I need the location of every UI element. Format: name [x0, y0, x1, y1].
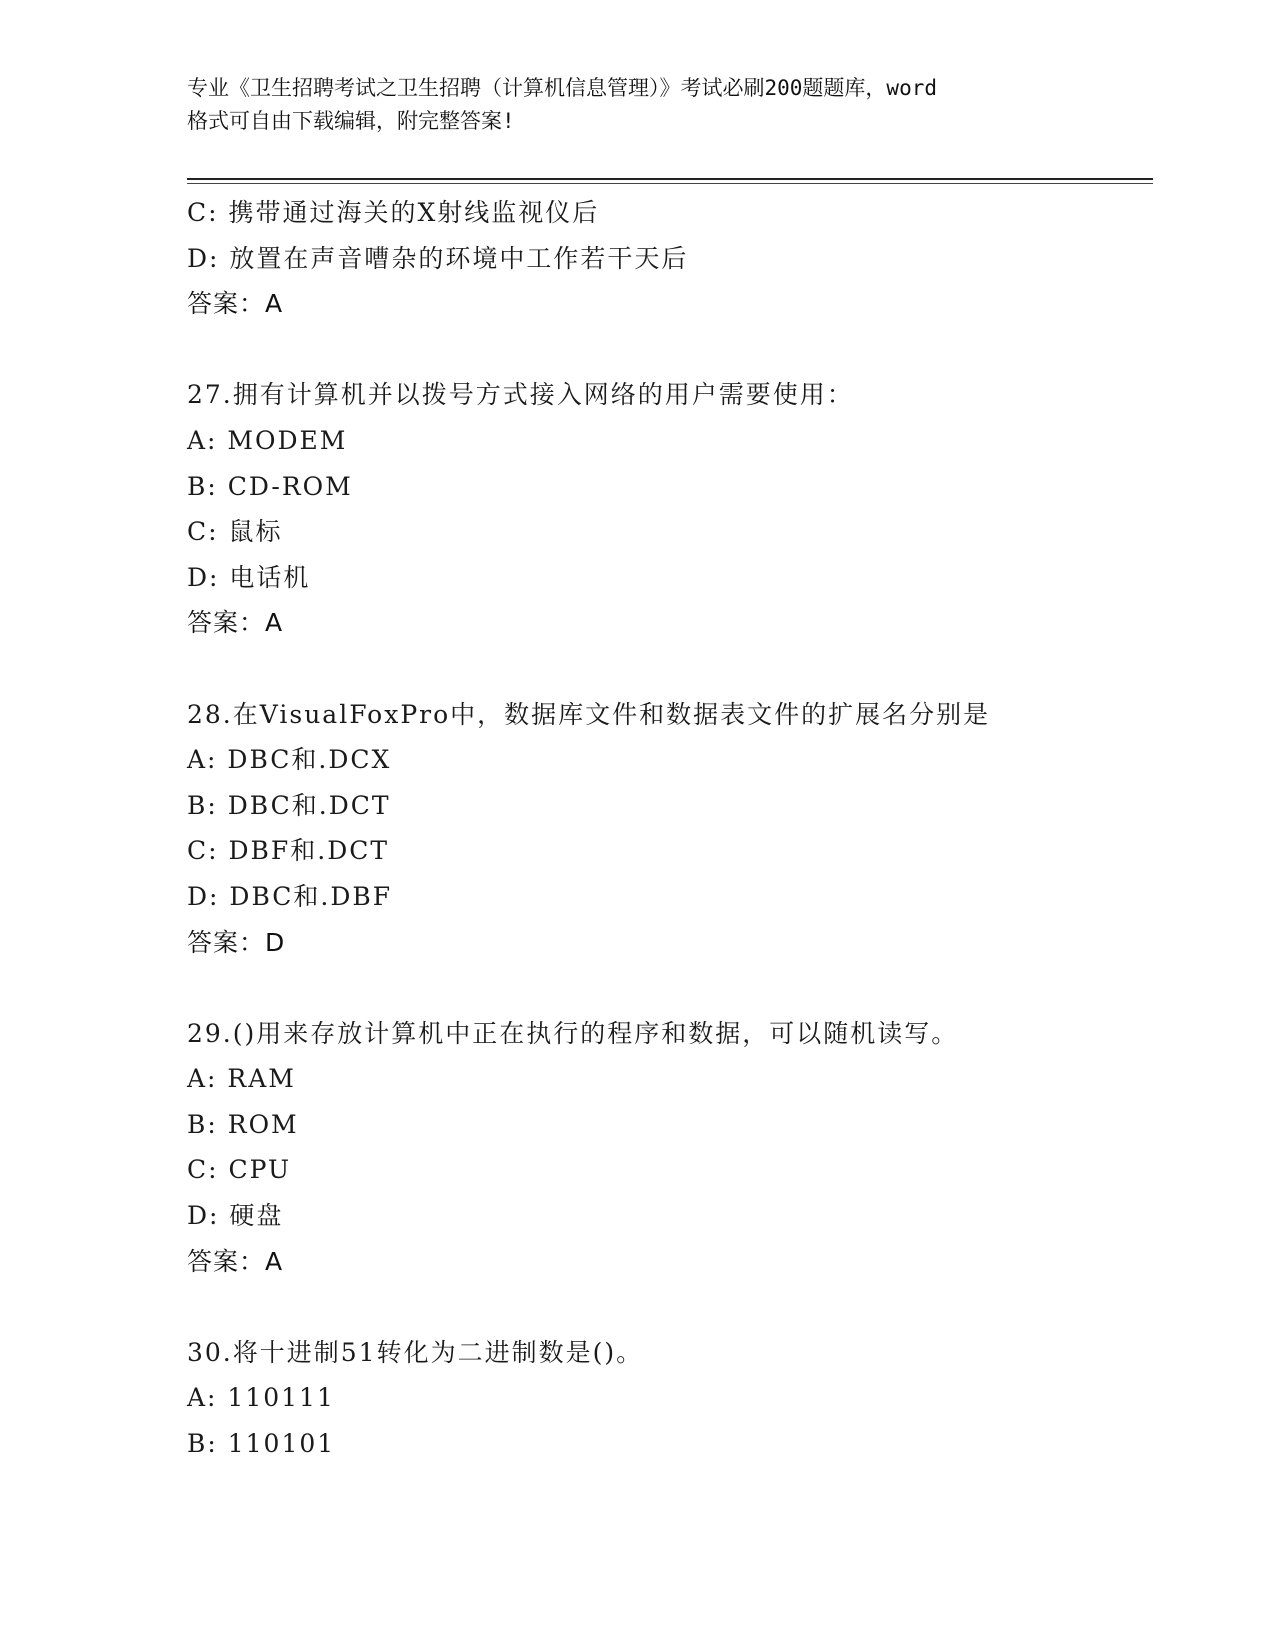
header-title-line-2: 格式可自由下载编辑，附完整答案! [187, 109, 515, 133]
spacer [187, 1284, 1147, 1330]
option-c: C: 鼠标 [187, 517, 283, 547]
question-29 [187, 1011, 1147, 1285]
answer-line: 答案：D [187, 927, 286, 957]
header-divider-thin [187, 183, 1153, 184]
option-d: D: 放置在声音嘈杂的环境中工作若干天后 [187, 243, 689, 273]
spacer [187, 646, 1147, 692]
option-a: A: DBC和.DCX [187, 745, 392, 775]
spacer [187, 327, 1147, 373]
question-30 [187, 1330, 1147, 1467]
question-fragment [187, 190, 1147, 327]
question-28 [187, 692, 1147, 966]
option-b: B: CD-ROM [187, 471, 353, 501]
question-list [187, 190, 1147, 1467]
option-d: D: DBC和.DBF [187, 881, 393, 911]
option-b: B: 110101 [187, 1429, 336, 1459]
answer-line: 答案：A [187, 289, 284, 319]
header-title-line-1: 专业《卫生招聘考试之卫生招聘（计算机信息管理）》考试必刷200题题库，word [187, 76, 937, 100]
question-text: 29.()用来存放计算机中正在执行的程序和数据，可以随机读写。 [187, 1018, 959, 1048]
option-a: A: 110111 [187, 1383, 335, 1413]
document-header [187, 72, 1087, 138]
header-divider-thick [187, 178, 1153, 180]
option-b: B: DBC和.DCT [187, 790, 391, 820]
question-27 [187, 372, 1147, 646]
question-text: 30.将十进制51转化为二进制数是()。 [187, 1337, 644, 1367]
option-d: D: 电话机 [187, 562, 311, 592]
option-a: A: MODEM [187, 425, 348, 455]
answer-line: 答案：A [187, 1246, 284, 1276]
option-b: B: ROM [187, 1109, 299, 1139]
question-text: 28.在VisualFoxPro中，数据库文件和数据表文件的扩展名分别是 [187, 699, 991, 729]
option-c: C: DBF和.DCT [187, 836, 390, 866]
answer-line: 答案：A [187, 608, 284, 638]
spacer [187, 965, 1147, 1011]
option-c: C: CPU [187, 1155, 292, 1185]
option-c: C: 携带通过海关的X射线监视仪后 [187, 198, 600, 227]
option-a: A: RAM [187, 1064, 296, 1094]
question-text: 27.拥有计算机并以拨号方式接入网络的用户需要使用： [187, 380, 854, 410]
option-d: D: 硬盘 [187, 1201, 284, 1231]
